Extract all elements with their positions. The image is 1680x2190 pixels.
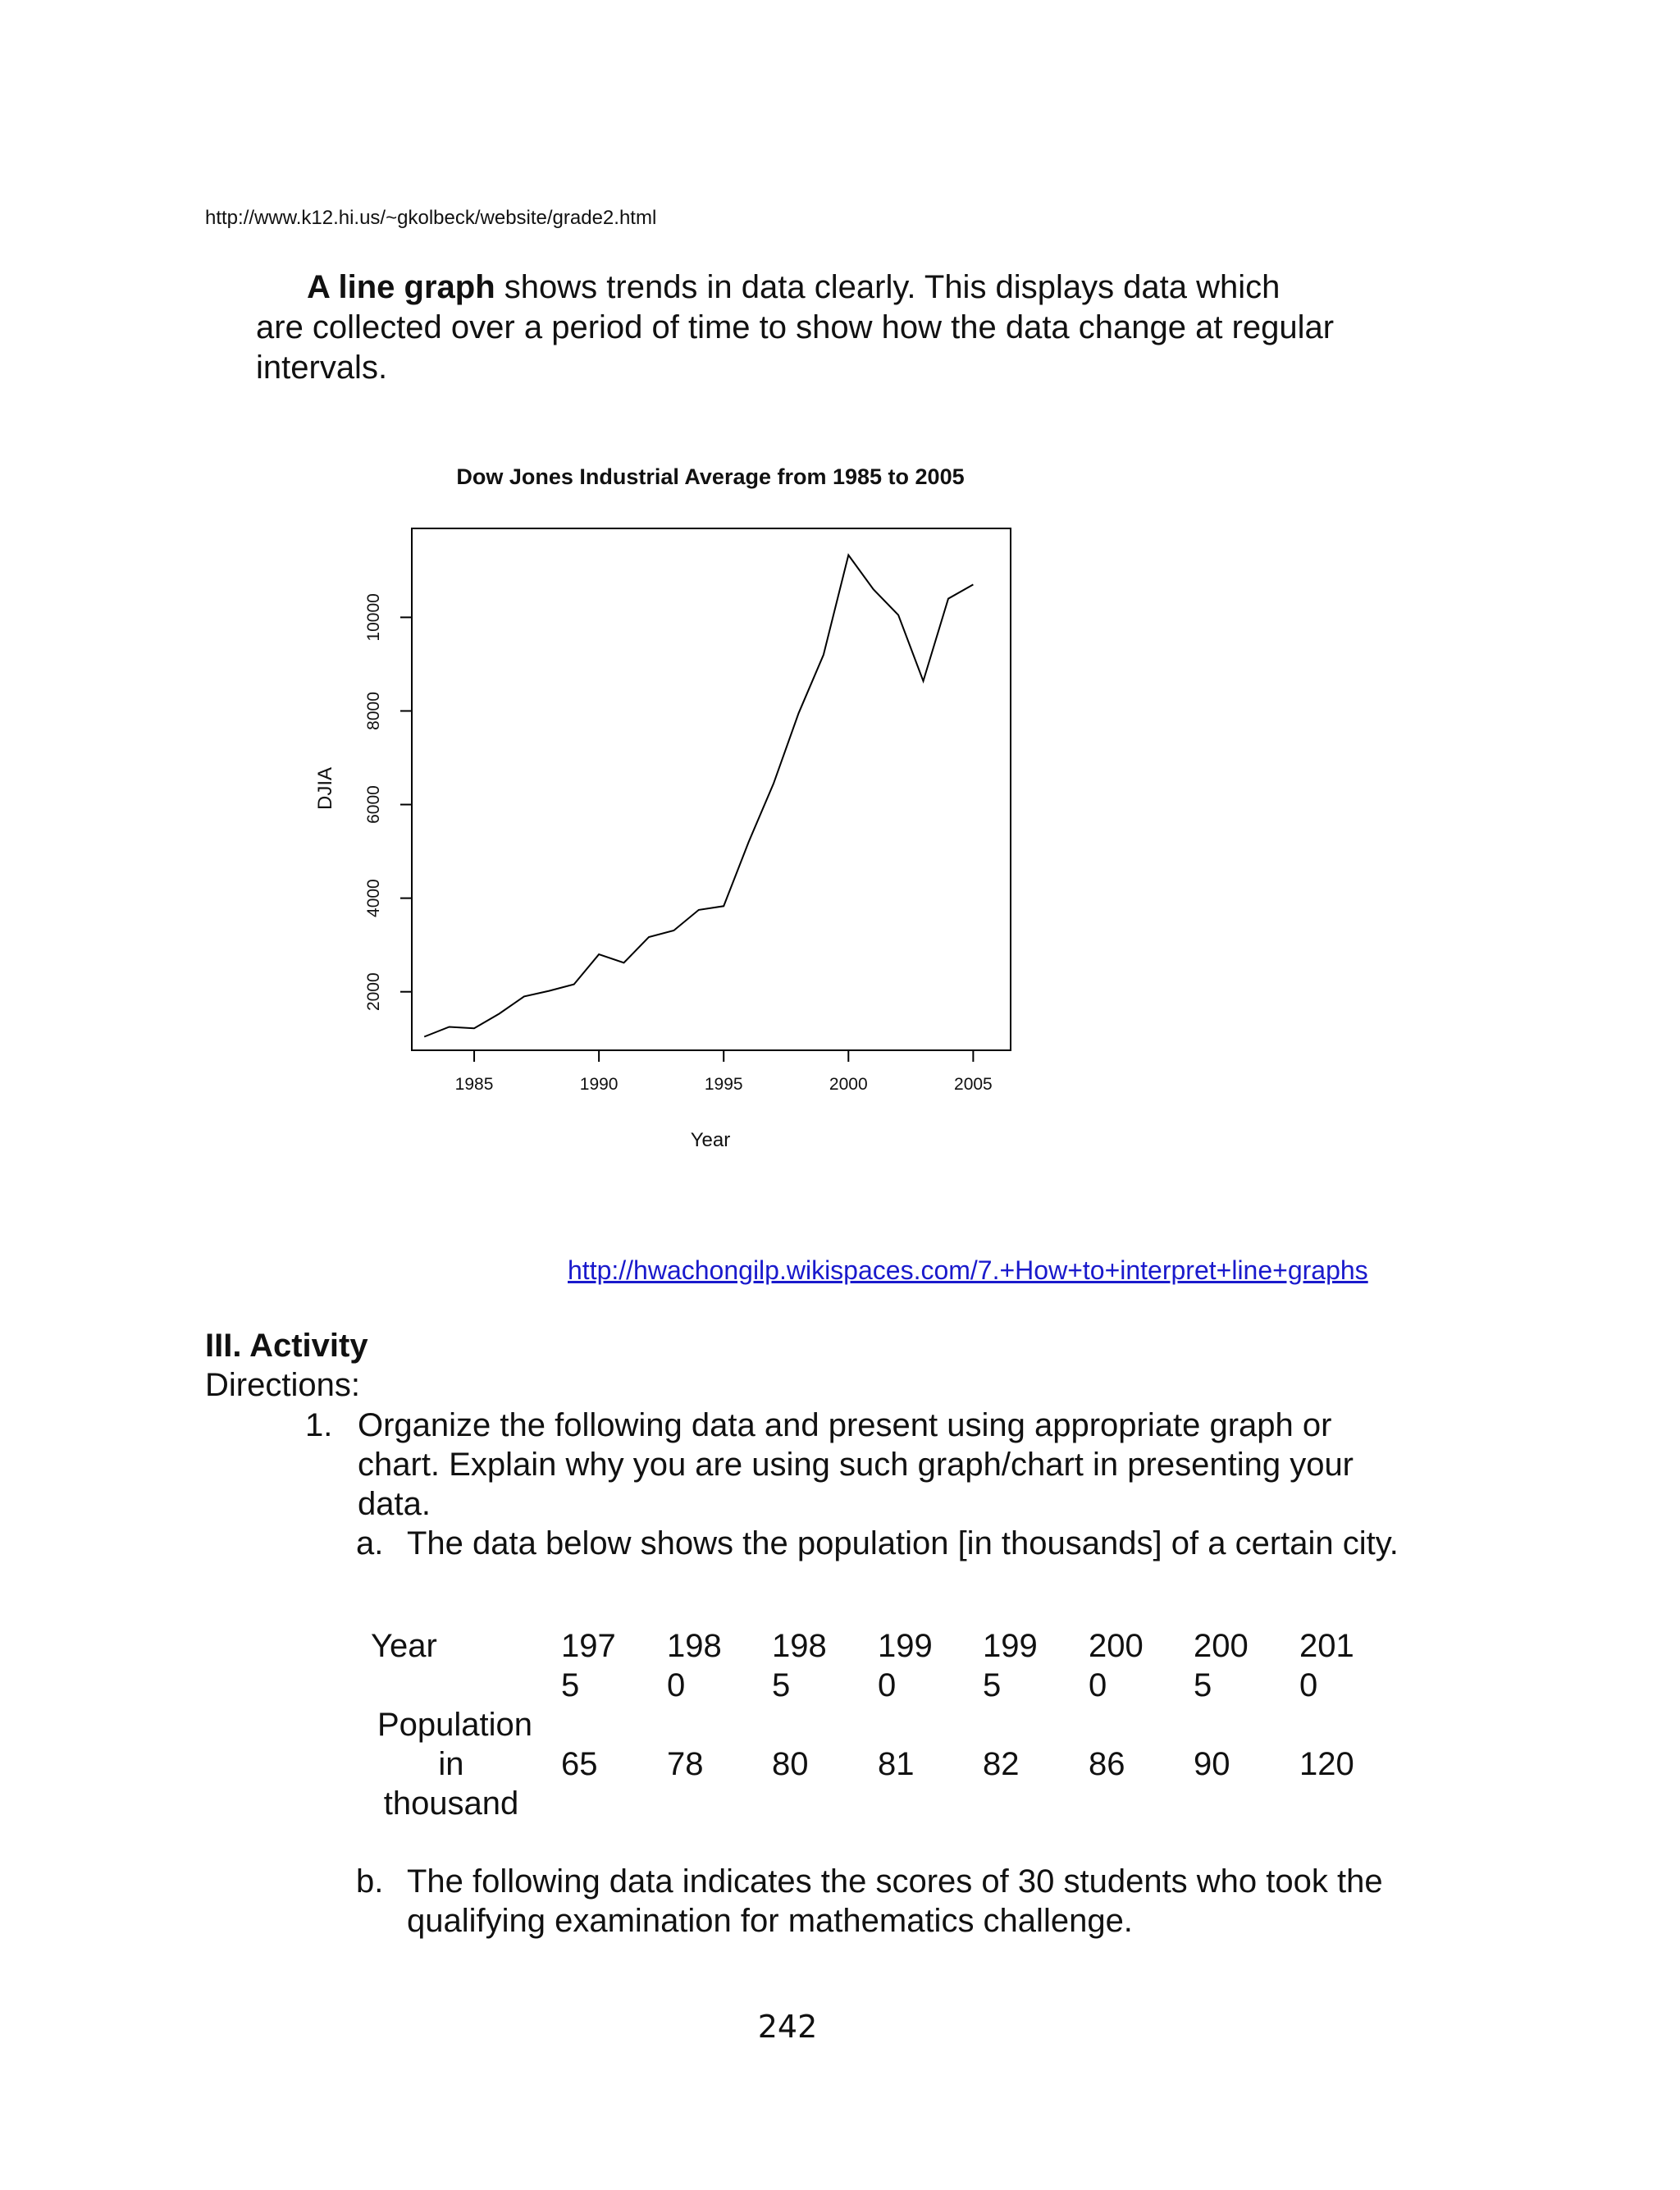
x-axis bbox=[455, 1050, 993, 1094]
year-cell: 2010 bbox=[1299, 1628, 1354, 1703]
y-tick-label: 2000 bbox=[364, 972, 383, 1012]
intro-paragraph bbox=[256, 267, 1421, 388]
intro-line-2: are collected over a period of time to show how the data change at regular bbox=[256, 309, 1335, 345]
y-tick-label: 4000 bbox=[364, 879, 383, 917]
year-row-label: Year bbox=[371, 1628, 437, 1664]
directions-label: Directions: bbox=[205, 1367, 360, 1403]
x-tick-label: 2000 bbox=[829, 1075, 868, 1094]
plot-frame bbox=[412, 528, 1011, 1050]
year-cell: 2005 bbox=[1194, 1628, 1249, 1703]
population-cell: 82 bbox=[983, 1746, 1020, 1782]
intro-line-3: intervals. bbox=[256, 350, 388, 386]
item-text: Organize the following data and present using appropriate graph or chart. Explain why you are using such graph/chart in presenting your data. bbox=[358, 1407, 1354, 1522]
x-tick-label: 1985 bbox=[454, 1075, 494, 1094]
population-cell: 78 bbox=[667, 1746, 704, 1782]
year-cell: 1985 bbox=[772, 1628, 827, 1703]
population-cell: 86 bbox=[1089, 1746, 1125, 1782]
population-cell: 120 bbox=[1299, 1746, 1354, 1782]
year-cell: 1980 bbox=[667, 1628, 722, 1703]
item-text: The data below shows the population [in thousands] of a certain city. bbox=[407, 1525, 1399, 1561]
item-number: 1. bbox=[305, 1407, 333, 1443]
population-cell: 65 bbox=[561, 1746, 598, 1782]
djia-series-line bbox=[424, 556, 973, 1037]
credit-link[interactable]: http://hwachongilp.wikispaces.com/7.+How+to+interpret+line+graphs bbox=[568, 1255, 1368, 1285]
population-cell: 81 bbox=[878, 1746, 915, 1782]
year-cell: 1995 bbox=[983, 1628, 1038, 1703]
x-tick-label: 2005 bbox=[954, 1075, 993, 1094]
year-cell: 1975 bbox=[561, 1628, 616, 1703]
y-axis bbox=[364, 593, 412, 1011]
y-axis-label: DJIA bbox=[314, 766, 336, 811]
x-tick-label: 1995 bbox=[704, 1075, 743, 1094]
intro-line-1 bbox=[256, 267, 1421, 308]
x-tick-label: 1990 bbox=[579, 1075, 619, 1094]
population-cell: 80 bbox=[772, 1746, 809, 1782]
source-url: http://www.k12.hi.us/~gkolbeck/website/grade2.html bbox=[205, 207, 657, 229]
djia-line-chart bbox=[304, 455, 1042, 1169]
year-cell: 2000 bbox=[1089, 1628, 1144, 1703]
section-title: III. Activity bbox=[205, 1328, 368, 1364]
population-cell: 90 bbox=[1194, 1746, 1230, 1782]
item-letter: a. bbox=[356, 1525, 384, 1561]
intro-bold-term: A line graph bbox=[307, 269, 495, 305]
year-cell: 1990 bbox=[878, 1628, 933, 1703]
chart-title: Dow Jones Industrial Average from 1985 to 2005 bbox=[456, 464, 965, 489]
intro-text-1: shows trends in data clearly. This displays data which bbox=[495, 269, 1281, 305]
y-tick-label: 6000 bbox=[364, 785, 383, 824]
item-text: The following data indicates the scores of 30 students who took the qualifying examination for mathematics challenge. bbox=[407, 1863, 1383, 1939]
y-tick-label: 10000 bbox=[364, 593, 383, 642]
y-tick-label: 8000 bbox=[364, 692, 383, 730]
item-letter: b. bbox=[356, 1863, 384, 1900]
x-axis-label: Year bbox=[690, 1129, 731, 1151]
population-row-label: Population in thousand bbox=[377, 1707, 533, 1822]
page-number: 242 bbox=[757, 2009, 818, 2045]
